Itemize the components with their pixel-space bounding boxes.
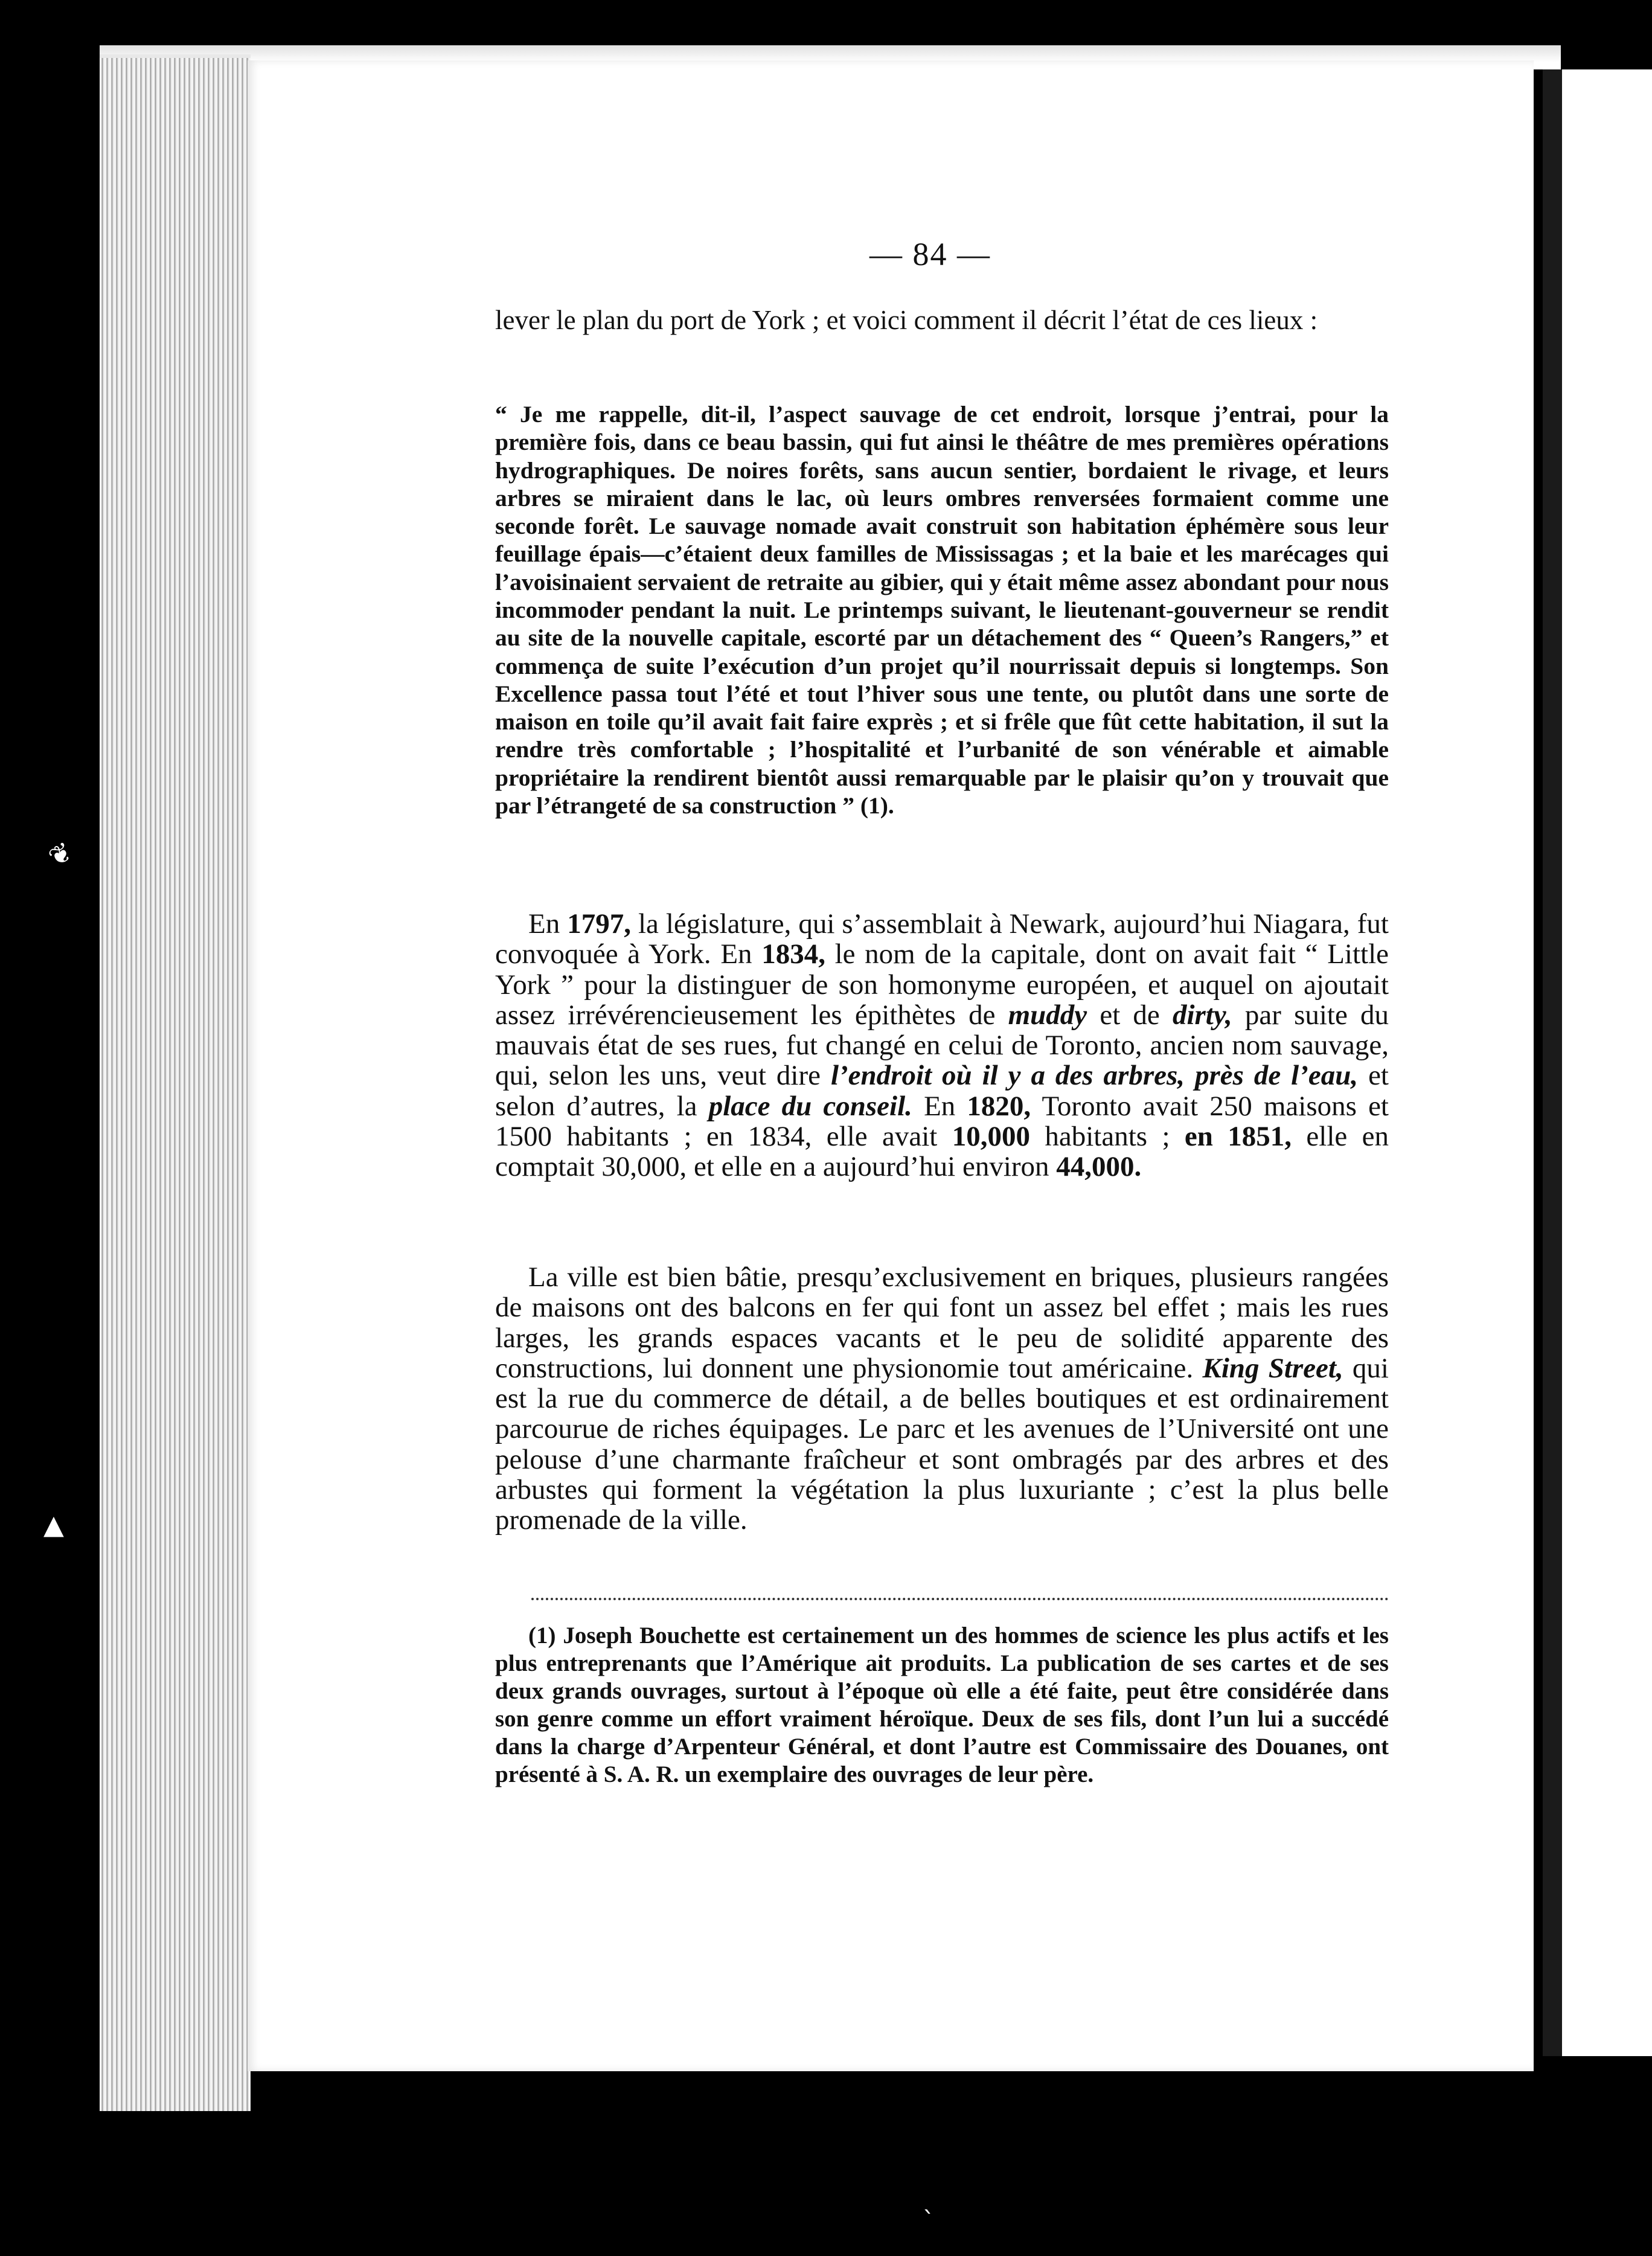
text-span: elle en comptait 30,000, et elle en a aujourd’hui environ (495, 1120, 1389, 1183)
footnote-divider (531, 1598, 1389, 1600)
quotation-paragraph: “ Je me rappelle, dit-il, l’aspect sauvage de cet endroit, lorsque j’entrai, pour la première fois, dans ce beau bassin, qui fut ainsi le théâtre de mes premières opérations hydrographiques. De noires forêts, sans aucun sentier, bordaient le rivage, et leurs arbres se miraient dans le lac, où leurs ombres renversées formaient comme une seconde forêt. Le sauvage nomade avait construit son habitation éphémère sous leur feuillage épais—c’étaient deux familles de Mississagas ; et la baie et les marécages qui l’avoisinaient servaient de retraite au gibier, qui y était même assez abondant pour nous incommoder pendant la nuit. Le printemps suivant, le lieutenant-gouverneur se rendit au site de la nouvelle capitale, escorté par un détachement des “ Queen’s Rangers,” et commença de suite l’exécution d’un projet qu’il nourrissait depuis si longtemps. Son Excellence passa tout l’été et tout l’hiver sous une tente, ou plutôt dans une sorte de maison en toile qu’il avait fait faire exprès ; et si frêle que fût cette habitation, il sut la rendre très comfortable ; l’hospitalité et l’urbanité de son vénérable et aimable propriétaire la rendirent bientôt aussi remarquable par le plaisir qu’on y trouvait que par l’étrangeté de sa construction ” (1). (495, 401, 1389, 819)
word-muddy: muddy (1008, 999, 1087, 1031)
book-gutter (1543, 69, 1562, 2056)
history-paragraph (495, 909, 1389, 1182)
next-page-edge (1562, 69, 1652, 2056)
text-span: et de (1087, 999, 1173, 1031)
year-1851: en 1851, (1184, 1120, 1292, 1152)
text-span: par suite du mauvais état de ses rues, fut changé en celui de Toronto, ancien nom sauvage, qui, selon les uns, veut dire (495, 999, 1389, 1092)
text-span: et selon d’autres, la (495, 1060, 1389, 1122)
page-number: — 84 — (869, 236, 991, 272)
scan-artifact-mark: ❦ (43, 836, 78, 874)
footnote: (1) Joseph Bouchette est certainement un des hommes de science les plus actifs et les plus entreprenants que l’Amérique ait produits. La publication de ses cartes et de ses deux grands ouvrages, surtout à l’époque où elle a été faite, peut être considérée dans son genre comme un effort vraiment héroïque. Deux de ses fils, dont l’un lui a succédé dans la charge d’Arpenteur Général, et dont l’autre est Commissaire des Douanes, ont présenté à S. A. R. un exemplaire des ouvrages de leur père. (495, 1623, 1389, 1788)
text-span: la législature, qui s’assemblait à Newark, aujourd’hui Niagara, fut convoquée à York. En (495, 908, 1389, 970)
text-span: La ville est bien bâtie, presqu’exclusivement en briques, plusieurs rangées de maisons ont des balcons en fer qui font un assez bel effet ; mais les rues larges, les grands espaces vacants et le peu de solidité apparente des constructions, lui donnent une physionomie tout américaine. (495, 1261, 1389, 1384)
year-1820: 1820, (967, 1090, 1031, 1122)
city-description-paragraph (495, 1262, 1389, 1536)
text-span: En (528, 908, 568, 940)
intro-paragraph: lever le plan du port de York ; et voici comment il décrit l’état de ces lieux : (495, 305, 1318, 335)
meaning-endroit: l’endroit où il y a des arbres, près de l’eau, (830, 1060, 1359, 1092)
scan-artifact-mark: ▲ (43, 1510, 64, 1540)
text-span: habitants ; (1029, 1120, 1185, 1152)
text-span: qui est la rue du commerce de détail, a de belles boutiques et est ordinairement parcourue de riches équipages. Le parc et les avenues de l’Université ont une pelouse d’une charmante fraîcheur et sont ombragés par des arbres et des arbustes qui forment la végétation la plus luxuriante ; c’est la plus belle promenade de la ville. (495, 1352, 1389, 1536)
year-1834: 1834, (761, 938, 825, 970)
text-span: Toronto avait 250 maisons et 1500 habitants ; en 1834, elle avait (495, 1090, 1389, 1152)
book-page-edges (100, 54, 251, 2111)
population-10000: 10,000 (952, 1120, 1030, 1152)
meaning-place: place du conseil. (708, 1090, 912, 1122)
word-dirty: dirty, (1172, 999, 1232, 1031)
population-44000: 44,000. (1056, 1151, 1142, 1183)
text-span: le nom de la capitale, dont on avait fait “ Little York ” pour la distinguer de son homonyme européen, et auquel on ajoutait assez irrévérencieusement les épithètes de (495, 938, 1389, 1031)
scan-artifact-mark: ˋ (923, 2207, 935, 2235)
text-span: En (912, 1090, 967, 1122)
street-king-street: King Street, (1202, 1352, 1343, 1384)
year-1797: 1797, (567, 908, 631, 940)
